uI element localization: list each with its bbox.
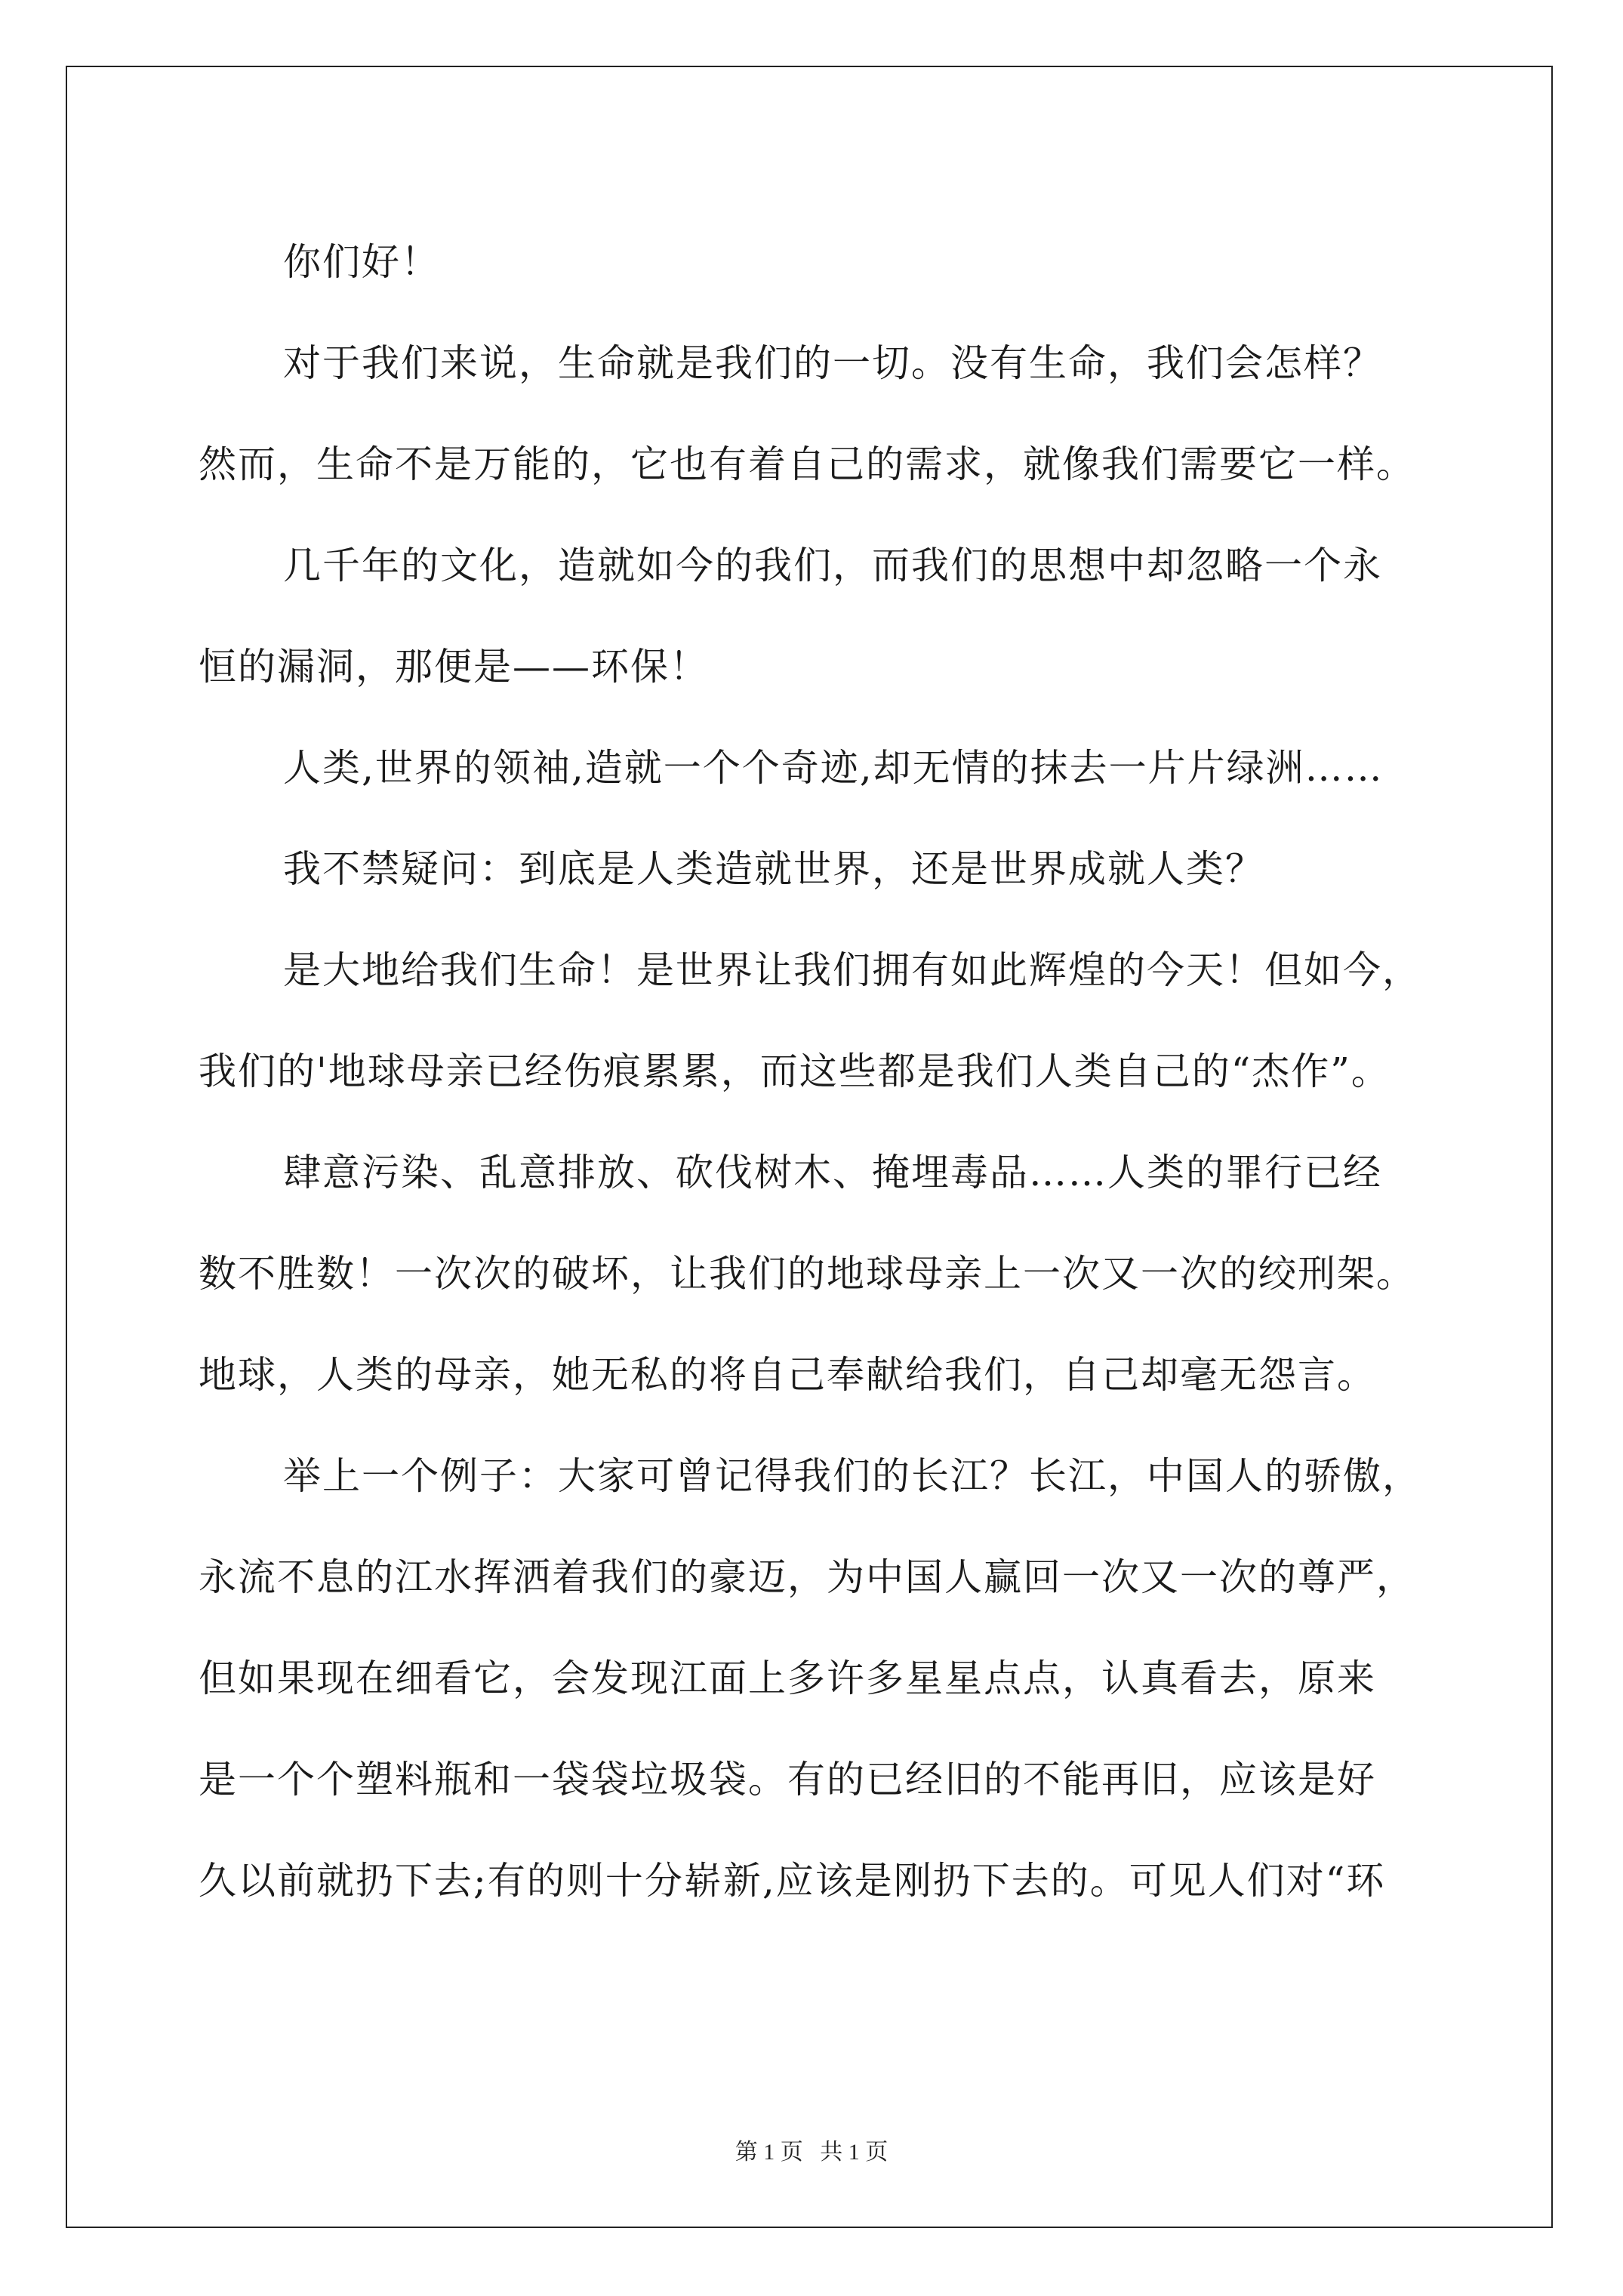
text-line-5: 恒的漏洞，那便是——环保！ bbox=[199, 645, 709, 689]
text-line-10: 肆意污染、乱意排放、砍伐树木、掩埋毒品……人类的罪行已经 bbox=[283, 1151, 1382, 1194]
text-line-3: 然而，生命不是万能的，它也有着自己的需求，就像我们需要它一样。 bbox=[199, 442, 1415, 486]
text-line-17: 久以前就扔下去;有的则十分崭新,应该是刚扔下去的。可见人们对“环 bbox=[199, 1859, 1386, 1903]
page-number-footer: 第 1 页 共 1 页 bbox=[735, 2140, 888, 2165]
text-line-7: 我不禁疑问：到底是人类造就世界，还是世界成就人类？ bbox=[283, 847, 1264, 891]
text-line-1: 你们好！ bbox=[283, 240, 440, 284]
text-line-6: 人类,世界的领袖,造就一个个奇迹,却无情的抹去一片片绿洲…… bbox=[283, 746, 1384, 790]
text-line-12: 地球，人类的母亲，她无私的将自己奉献给我们，自己却毫无怨言。 bbox=[199, 1353, 1376, 1397]
text-line-15: 但如果现在细看它，会发现江面上多许多星星点点，认真看去，原来 bbox=[199, 1657, 1376, 1700]
text-line-9: 我们的'地球母亲已经伤痕累累，而这些都是我们人类自己的“杰作”。 bbox=[199, 1049, 1390, 1093]
text-line-16: 是一个个塑料瓶和一袋袋垃圾袋。有的已经旧的不能再旧，应该是好 bbox=[199, 1758, 1376, 1801]
text-line-13: 举上一个例子：大家可曾记得我们的长江？长江，中国人的骄傲， bbox=[283, 1454, 1421, 1498]
text-line-2: 对于我们来说，生命就是我们的一切。没有生命，我们会怎样？ bbox=[283, 341, 1382, 385]
text-line-11: 数不胜数！一次次的破坏，让我们的地球母亲上一次又一次的绞刑架。 bbox=[199, 1252, 1415, 1296]
document-body bbox=[199, 211, 1459, 1931]
text-line-14: 永流不息的江水挥洒着我们的豪迈，为中国人赢回一次又一次的尊严， bbox=[199, 1555, 1415, 1599]
text-line-4: 几千年的文化，造就如今的我们，而我们的思想中却忽略一个永 bbox=[283, 544, 1382, 587]
text-line-8: 是大地给我们生命！是世界让我们拥有如此辉煌的今天！但如今， bbox=[283, 948, 1421, 992]
